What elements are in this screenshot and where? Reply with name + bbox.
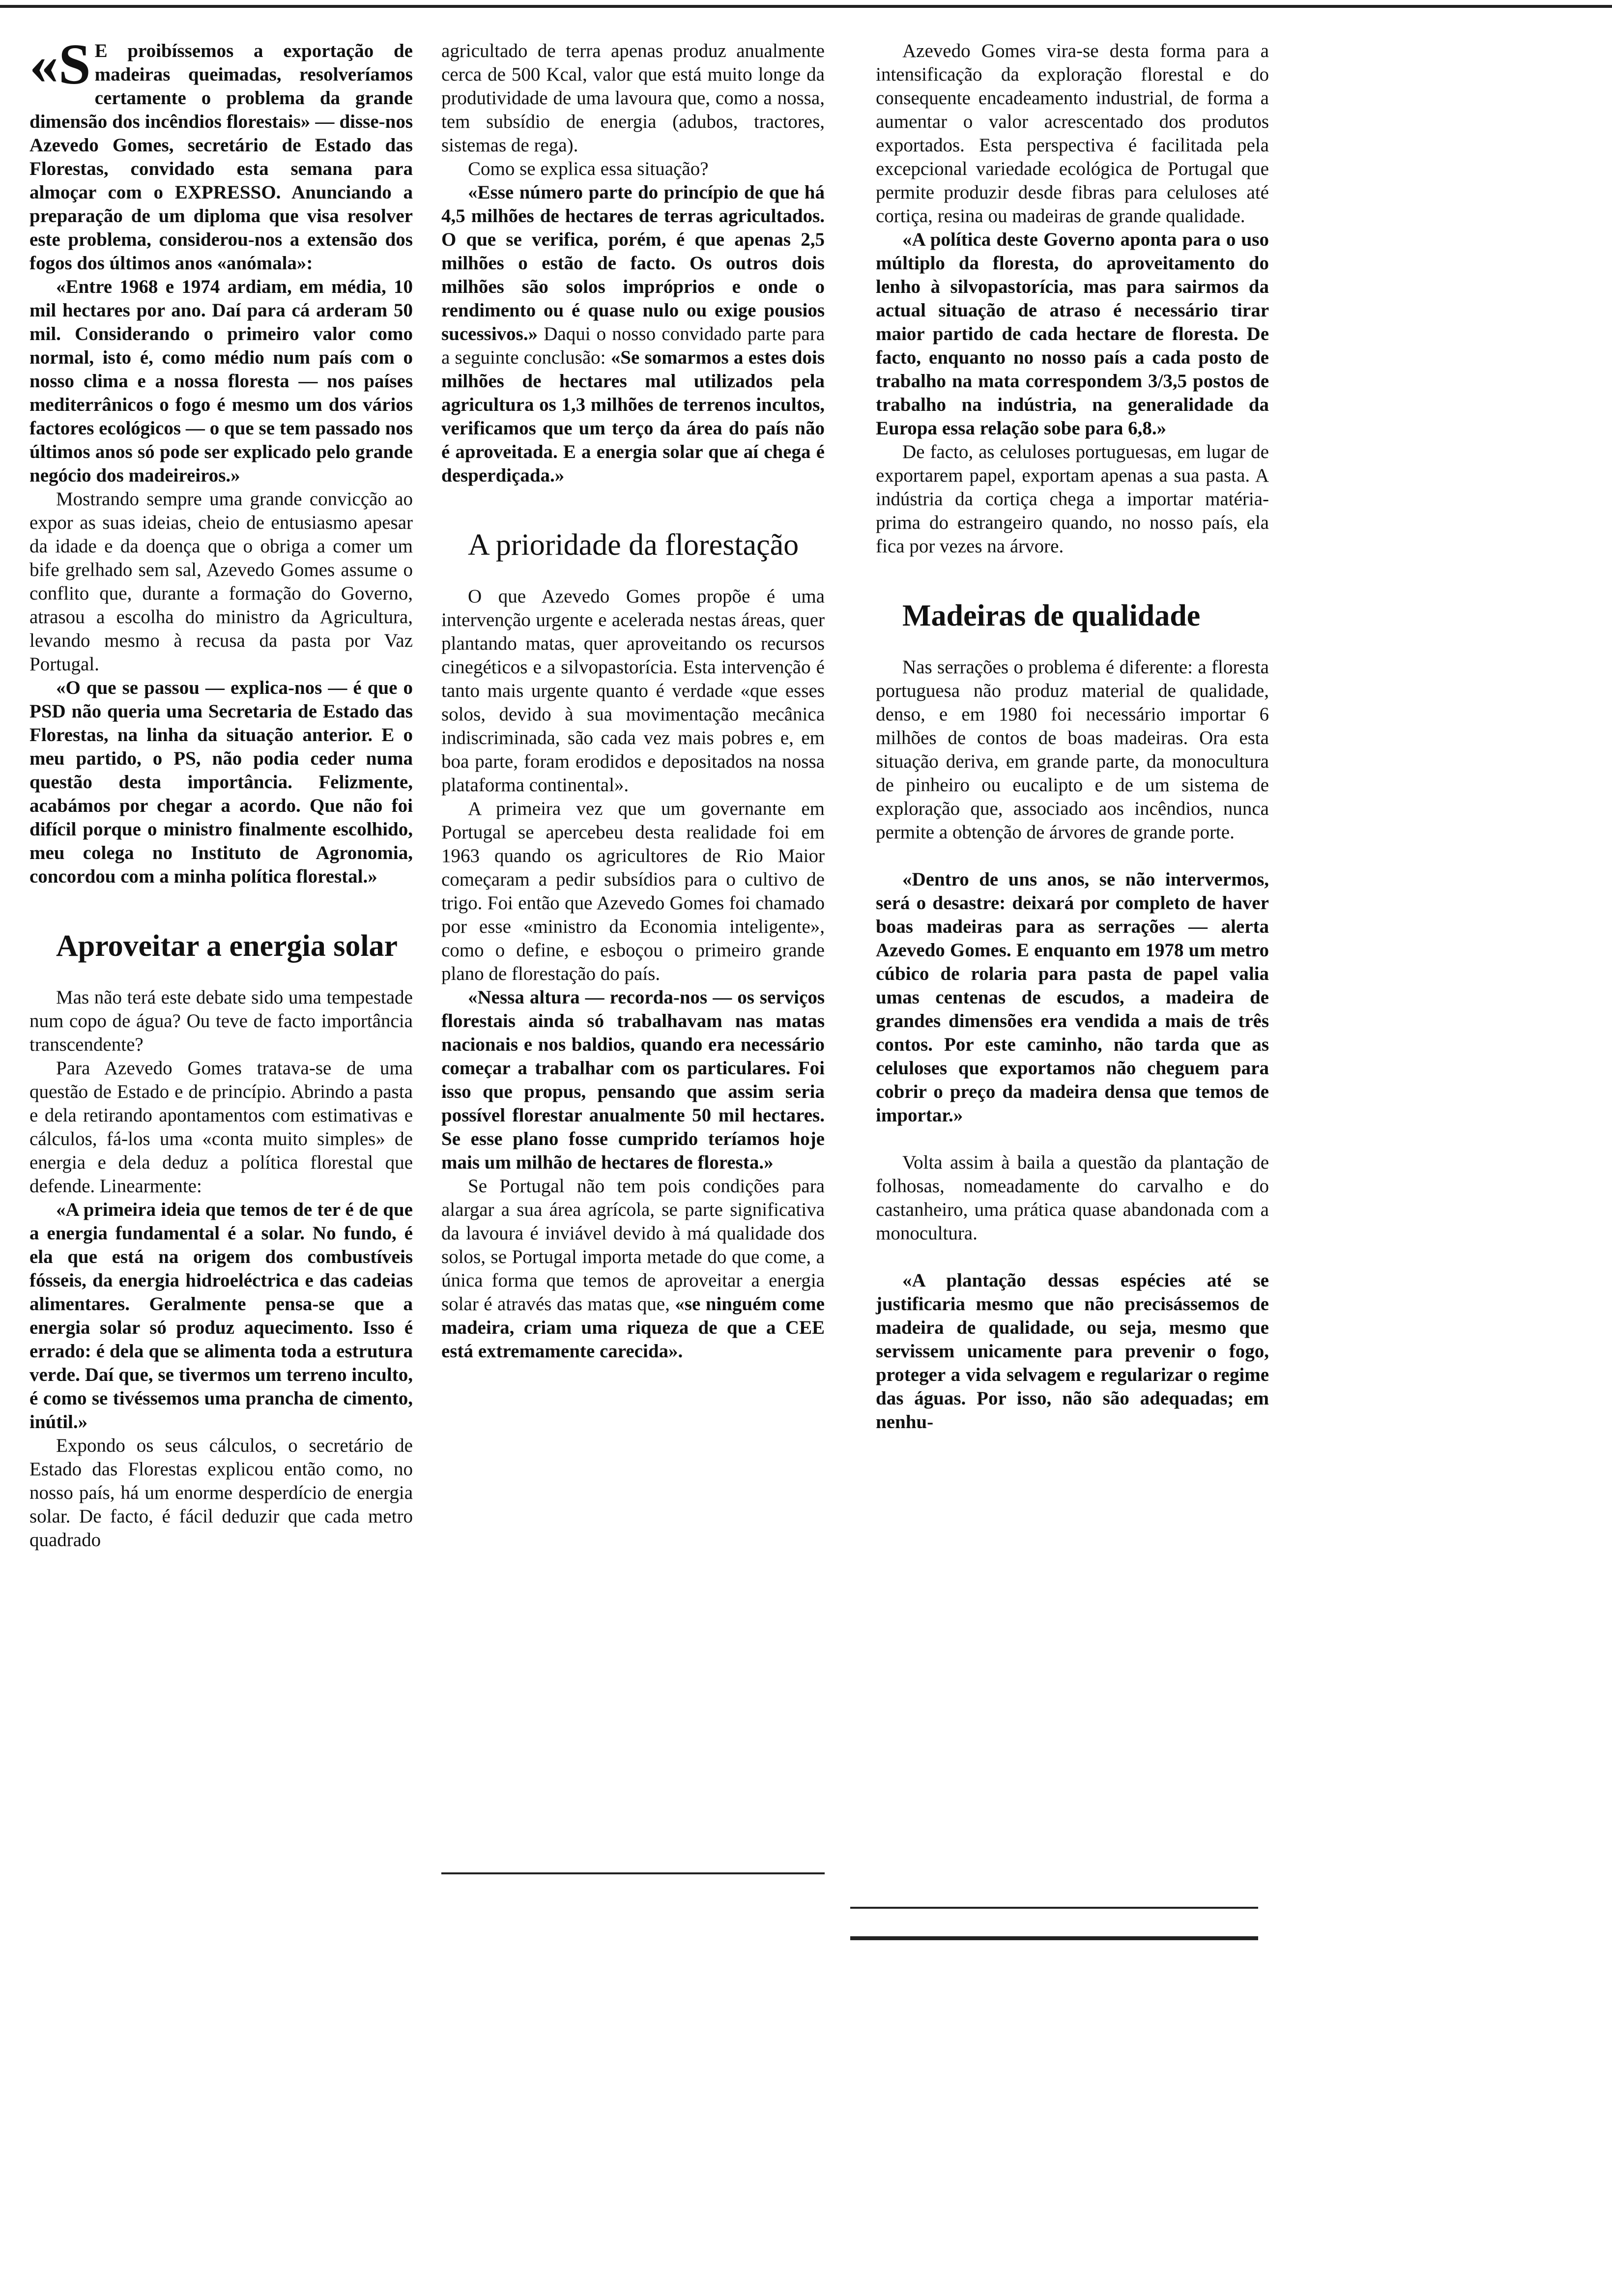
plain-text: Daqui o nosso convidado parte para a seguinte conclusão: [441, 323, 825, 368]
paragraph: Mostrando sempre uma grande convicção ao expor as suas ideias, cheio de entusiasmo apesar da idade e da doença que o obriga a comer um bife grelhado sem sal, Azevedo Gomes assume o conflito que, durante a formação do Governo, atrasou a escolha do ministro da Agricultura, levando mesmo à recusa da pasta por Vaz Portugal. [29, 488, 413, 675]
paragraph: Nas serrações o problema é diferente: a floresta portuguesa não produz material de qualidade, denso, e em 1980 foi necessário importar 6 milhões de contos de boas madeiras. Ora esta situação deriva, em grande parte, da monocultura de pinheiro ou eucalipto e de um sistema de exploração que, associado aos incêndios, nunca permite a obtenção de árvores de grande porte. [876, 657, 1269, 843]
paragraph: agricultado de terra apenas produz anualmente cerca de 500 Kcal, valor que está muito longe da produtividade de uma lavoura que, como a nossa, tem subsídio de energia (adubos, tractores, sistemas de rega). [441, 40, 825, 156]
plain-text: Se Portugal não tem pois condições para alargar a sua área agrícola, se parte significativa da lavoura é inviável devido à má qualidade dos solos, se Portugal importa metade do que come, a única forma que temos de aproveitar a energia solar é através das matas que, [441, 1176, 825, 1315]
paragraph: «A plantação dessas espécies até se justificaria mesmo que não precisássemos de madeira de qualidade, ou seja, mesmo que servissem unicamente para prevenir o fogo, proteger a vida selvagem e regularizar o regime das águas. Por isso, não são adequadas; em nenhu- [876, 1270, 1269, 1433]
paragraph: Expondo os seus cálculos, o secretário de Estado das Florestas explicou então como, no nosso país, há um enorme desperdício de energia solar. De facto, é fácil deduzir que cada metro quadrado [29, 1435, 413, 1550]
paragraph: Mas não terá este debate sido uma tempestade num copo de água? Ou teve de facto importância transcendente? [29, 987, 413, 1055]
paragraph: O que Azevedo Gomes propõe é uma intervenção urgente e acelerada nestas áreas, quer plantando matas, quer aproveitando os recursos cinegéticos e a silvopastorícia. Esta intervenção é tanto mais urgente quanto é verdade «que esses solos, devido à sua movimentação mecânica indiscriminada, são cada vez mais pobres e, em boa parte, foram erodidos e depositados na nossa plataforma continental». [441, 586, 825, 796]
paragraph: Como se explica essa situação? [468, 158, 709, 179]
paragraph [441, 181, 825, 488]
column-3 [876, 39, 1269, 1434]
paragraph: De facto, as celuloses portuguesas, em lugar de exportarem papel, exportam apenas a sua pasta. A indústria da cortiça chega a importar matéria-prima do estrangeiro quando, no nosso país, ela fica por vezes na árvore. [876, 441, 1269, 557]
quote-text: «Esse número parte do princípio de que há 4,5 milhões de hectares de terras agricultados. O que se verifica, porém, é que apenas 2,5 milhões o estão de facto. Os outros dois milhões são solos impróprios e onde o rendimento ou é quase nulo ou exige pousios sucessivos.» [441, 182, 825, 344]
paragraph: A primeira vez que um governante em Portugal se apercebeu desta realidade foi em 1963 quando os agricultores de Rio Maior começaram a pedir subsídios para o cultivo de trigo. Foi então que Azevedo Gomes foi chamado por esse «ministro da Economia inteligente», como o define, e esboçou o primeiro grande plano de florestação do país. [441, 798, 825, 984]
paragraph [29, 32, 413, 275]
paragraph: «A política deste Governo aponta para o uso múltiplo da floresta, do aproveitamento do lenho à silvopastorícia, mas para sairmos da actual situação de atraso é necessário tirar maior partido de cada hectare de floresta. De facto, enquanto no nosso país a cada posto de trabalho na mata correspondem 3/3,5 postos de trabalho na indústria, na generalidade da Europa essa relação sobe para 6,8.» [876, 229, 1269, 439]
drop-cap: «S [29, 32, 91, 96]
column-1 [29, 32, 413, 1552]
quote-text: «se ninguém come madeira, criam uma riqueza de que a CEE está extremamente carecida». [441, 1293, 825, 1362]
column-2 [441, 39, 825, 1363]
section-heading: A prioridade da florestação [468, 528, 799, 562]
paragraph: Azevedo Gomes vira-se desta forma para a intensificação da exploração florestal e do consequente encadeamento industrial, de forma a aumentar o valor acrescentado dos produtos exportados. Esta perspectiva é facilitada pela excepcional variedade ecológica de Portugal que permite produzir desde fibras para celuloses até cortiça, resina ou madeiras de grande qualidade. [876, 40, 1269, 227]
paragraph: «A primeira ideia que temos de ter é de que a energia fundamental é a solar. No fundo, é ela que está na origem dos combustíveis fósseis, da energia hidroeléctrica e das cadeias alimentares. Geralmente pensa-se que a energia solar só produz aquecimento. Isso é errado: é dela que se alimenta toda a estrutura verde. Daí que, se tivermos um terreno inculto, é como se tivéssemos uma prancha de cimento, inútil.» [29, 1199, 413, 1433]
paragraph: «Nessa altura — recorda-nos — os serviços florestais ainda só trabalhavam nas matas nacionais e nos baldios, quando era necessário começar a trabalhar com os particulares. Foi isso que propus, pensando que assim seria possível florestar anualmente 50 mil hectares. Se esse plano fosse cumprido teríamos hoje mais um milhão de hectares de floresta.» [441, 987, 825, 1173]
top-border-rule [0, 5, 1612, 8]
paragraph [441, 1175, 825, 1363]
column-end-rule-double [850, 1936, 1258, 1940]
lead-text: E proibíssemos a exportação de madeiras queimadas, resolveríamos certamente o problema da grande dimensão dos incêndios florestais» — disse-nos Azevedo Gomes, secretário de Estado das Florestas, convidado esta semana para almoçar com o EXPRESSO. Anunciando a preparação de um diploma que visa resolver este problema, considerou-nos a extensão dos fogos dos últimos anos «anómala»: [29, 40, 413, 274]
column-end-rule [441, 1872, 825, 1874]
section-heading: Madeiras de qualidade [902, 599, 1201, 632]
paragraph: Volta assim à baila a questão da plantação de folhosas, nomeadamente do carvalho e do castanheiro, uma prática quase abandonada com a monocultura. [876, 1152, 1269, 1244]
paragraph: «Dentro de uns anos, se não intervermos, será o desastre: deixará por completo de haver boas madeiras para as serrações — alerta Azevedo Gomes. E enquanto em 1978 um metro cúbico de rolaria para pasta de papel valia umas centenas de escudos, a madeira de grandes dimensões era vendida a mais de três contos. Por este caminho, não tarda que as celuloses que exportamos não cheguem para cobrir o preço da madeira densa que temos de importar.» [876, 869, 1269, 1126]
column-end-rule [850, 1907, 1258, 1909]
paragraph: «O que se passou — explica-nos — é que o PSD não queria uma Secretaria de Estado das Florestas, na linha da situação anterior. E o meu partido, o PS, não podia ceder numa questão desta importância. Felizmente, acabámos por chegar a acordo. Que não foi difícil porque o ministro finalmente escolhido, meu colega no Instituto de Agronomia, concordou com a minha política florestal.» [29, 677, 413, 887]
paragraph: Para Azevedo Gomes tratava-se de uma questão de Estado e de princípio. Abrindo a pasta e dela retirando apontamentos com estimativas e cálculos, fá-los uma «conta muito simples» de energia e dela deduz a política florestal que defende. Linearmente: [29, 1058, 413, 1197]
section-heading: Aproveitar a energia solar [56, 929, 398, 963]
quote-text: «Se somarmos a estes dois milhões de hectares mal utilizados pela agricultura os 1,3 milhões de terrenos incultos, verificamos que um terço da área do país não é aproveitada. E a energia solar que aí chega é desperdiçada.» [441, 347, 825, 486]
paragraph: «Entre 1968 e 1974 ardiam, em média, 10 mil hectares por ano. Daí para cá arderam 50 mil. Considerando o primeiro valor como normal, isto é, como médio num país com o nosso clima e a nossa floresta — nos países mediterrânicos o fogo é mesmo um dos vários factores ecológicos — o que se tem passado nos últimos anos só pode ser explicado pelo grande negócio dos madeireiros.» [29, 276, 413, 486]
